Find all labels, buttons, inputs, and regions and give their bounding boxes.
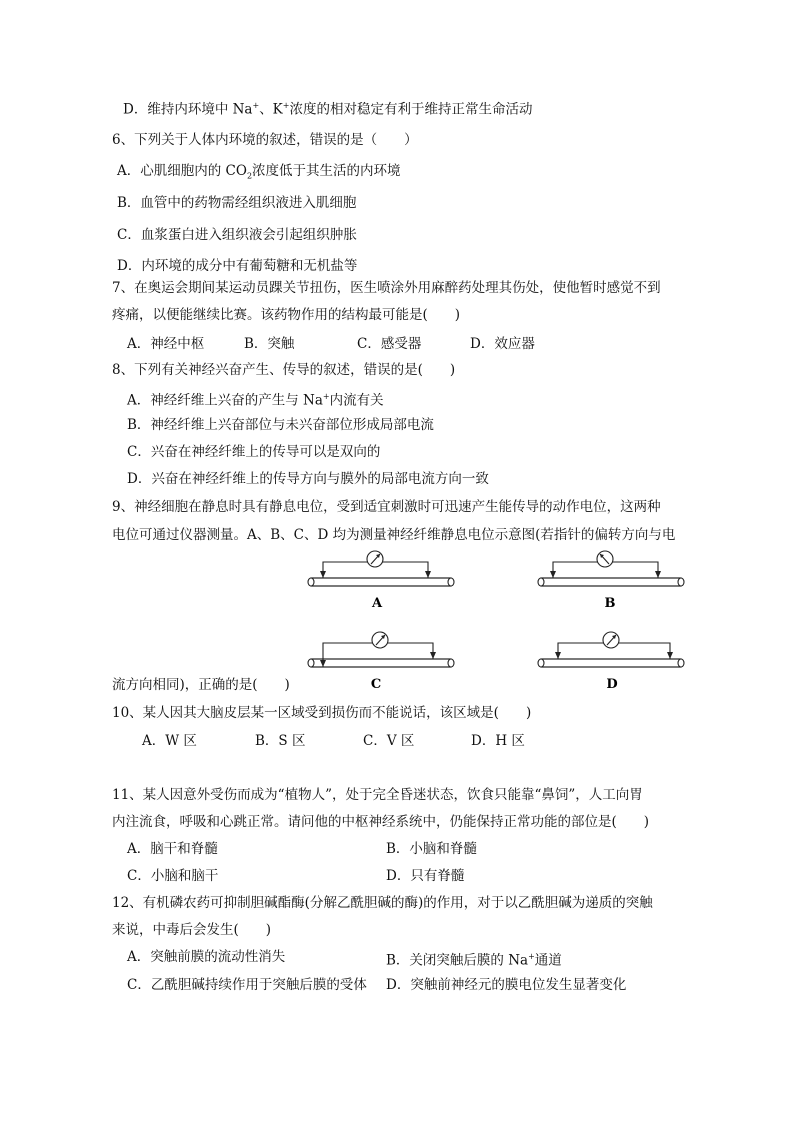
q8-option-b: B．神经纤维上兴奋部位与未兴奋部位形成局部电流 [127, 417, 434, 433]
q9-stem-line1: 9、神经细胞在静息时具有静息电位，受到适宜刺激时可迅速产生能传导的动作电位，这两种 [112, 499, 661, 515]
q11-option-c: C．小脑和脑干 [127, 868, 219, 884]
q12-stem-line2: 来说，中毒后会发生( ) [112, 922, 272, 938]
q10-option-d: D．H 区 [471, 733, 525, 749]
figure-b [530, 545, 700, 617]
figure-c-label: C [370, 677, 382, 692]
q6-option-b: B．血管中的药物需经组织液进入肌细胞 [117, 195, 357, 211]
q11-option-a: A．脑干和脊髓 [127, 841, 218, 857]
q9-stem-line2: 电位可通过仪器测量。A、B、C、D 均为测量神经纤维静息电位示意图(若指针的偏转方向与电 [112, 527, 676, 543]
figure-a [300, 545, 470, 617]
q6-option-c: C．血浆蛋白进入组织液会引起组织肿胀 [117, 227, 357, 243]
figure-a-label: A [371, 596, 383, 611]
q11-stem-line1: 11、某人因意外受伤而成为“植物人”，处于完全昏迷状态，饮食只能靠“鼻饲”，人工向胃 [112, 787, 643, 803]
q12-option-c: C．乙酰胆碱持续作用于突触后膜的受体 [127, 977, 367, 993]
q12-option-b: B．关闭突触后膜的 Na+通道 [386, 952, 562, 969]
q11-option-b: B．小脑和脊髓 [386, 841, 477, 857]
q9-stem-line3: 流方向相同)，正确的是( ) [112, 677, 290, 693]
q7-option-d: D．效应器 [470, 336, 535, 352]
q12-option-a: A．突触前膜的流动性消失 [127, 949, 286, 965]
figure-d [530, 626, 700, 696]
q12-option-d: D．突触前神经元的膜电位发生显著变化 [386, 977, 627, 993]
q6-option-d: D．内环境的成分中有葡萄糖和无机盐等 [117, 258, 358, 274]
q6-stem: 6、下列关于人体内环境的叙述，错误的是（ ） [112, 132, 418, 148]
q11-option-d: D．只有脊髓 [386, 868, 465, 884]
q8-option-d: D．兴奋在神经纤维上的传导方向与膜外的局部电流方向一致 [127, 471, 489, 487]
q8-stem: 8、下列有关神经兴奋产生、传导的叙述，错误的是( ) [112, 362, 456, 378]
q10-stem: 10、某人因其大脑皮层某一区域受到损伤而不能说话，该区域是( ) [112, 705, 532, 721]
q7-stem-line2: 疼痛，以便能继续比赛。该药物作用的结构最可能是( ) [112, 307, 461, 323]
figure-d-label: D [606, 677, 618, 692]
q7-option-c: C．感受器 [357, 336, 422, 352]
q7-option-b: B．突触 [244, 336, 295, 352]
q7-option-a: A．神经中枢 [127, 336, 205, 352]
q11-stem-line2: 内注流食，呼吸和心跳正常。请问他的中枢神经系统中，仍能保持正常功能的部位是( ) [112, 814, 650, 830]
q10-option-a: A．W 区 [142, 733, 197, 749]
q8-option-c: C．兴奋在神经纤维上的传导可以是双向的 [127, 444, 381, 460]
figure-c [300, 626, 470, 696]
q5-option-d: D．维持内环境中 Na+、K+浓度的相对稳定有利于维持正常生命活动 [123, 101, 533, 118]
q12-stem-line1: 12、有机磷农药可抑制胆碱酯酶(分解乙酰胆碱的酶)的作用，对于以乙酰胆碱为递质的突触 [112, 895, 653, 911]
q7-stem-line1: 7、在奥运会期间某运动员踝关节扭伤，医生喷涂外用麻醉药处理其伤处，使他暂时感觉不到 [112, 280, 661, 296]
figure-b-label: B [604, 596, 616, 611]
q8-option-a: A．神经纤维上兴奋的产生与 Na+内流有关 [127, 392, 384, 409]
q6-option-a: A．心肌细胞内的 $CO_2$浓度低于其生活的内环境 [117, 163, 401, 181]
q10-option-c: C．V 区 [363, 733, 415, 749]
q10-option-b: B．S 区 [255, 733, 306, 749]
